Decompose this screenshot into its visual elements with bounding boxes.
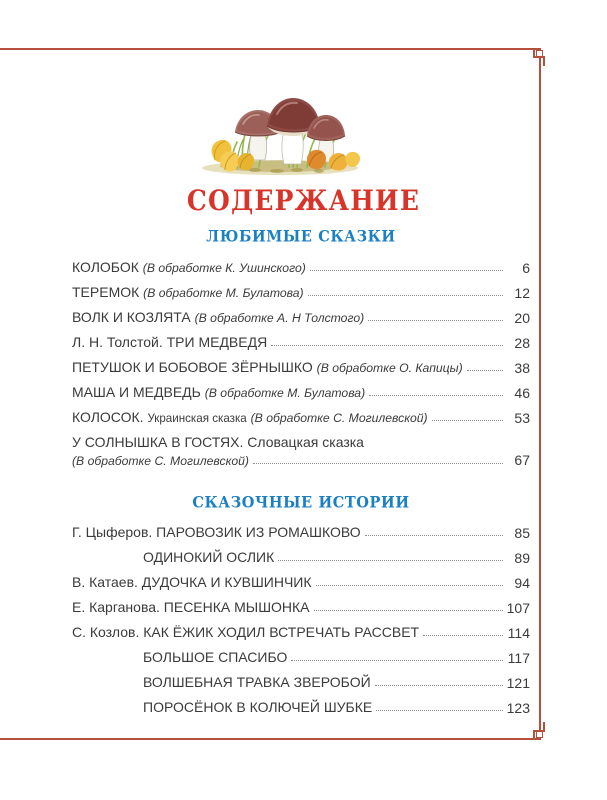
- dot-leader: [291, 659, 503, 661]
- frame-right-line: [539, 48, 541, 740]
- frame-corner-square-top-right: [536, 50, 543, 57]
- dot-leader: [278, 559, 503, 561]
- dot-leader: [423, 634, 503, 636]
- toc-entry[interactable]: [72, 384, 530, 401]
- dot-leader: [253, 462, 503, 464]
- toc-page-number: 20: [514, 309, 530, 326]
- table-of-contents: [72, 228, 530, 724]
- toc-entry-text: ПЕТУШОК И БОБОВОЕ ЗЁРНЫШКО (В обработке О. Капицы): [72, 359, 463, 376]
- toc-page-number: 28: [514, 334, 530, 351]
- toc-entry[interactable]: [72, 599, 530, 616]
- dot-leader: [365, 534, 503, 536]
- toc-entry[interactable]: [72, 284, 530, 301]
- frame-corner-top-right: [533, 48, 555, 70]
- mushroom-illustration: [185, 82, 375, 177]
- dot-leader: [316, 584, 503, 586]
- toc-entry[interactable]: [72, 259, 530, 276]
- toc-entry-text: В. Катаев. ДУДОЧКА И КУВШИНЧИК: [72, 574, 312, 591]
- toc-entry[interactable]: [72, 699, 530, 716]
- frame-corner-bottom-right: [533, 718, 555, 740]
- dot-leader: [467, 369, 503, 371]
- dot-leader: [314, 609, 503, 611]
- toc-entry[interactable]: [72, 649, 530, 666]
- toc-page-number: 121: [506, 674, 530, 691]
- toc-entry-text: КОЛОБОК (В обработке К. Ушинского): [72, 259, 306, 275]
- toc-page-number: 123: [506, 699, 530, 716]
- toc-page-number: 67: [514, 452, 530, 469]
- toc-entry[interactable]: [72, 624, 530, 641]
- section-heading-favourite-tales: ЛЮБИМЫЕ СКАЗКИ: [206, 227, 396, 246]
- toc-page-number: 46: [514, 384, 530, 401]
- toc-entry-text: ОДИНОКИЙ ОСЛИК: [143, 549, 275, 566]
- toc-entry-text: МАША И МЕДВЕДЬ (В обработке М. Булатова): [72, 384, 366, 401]
- frame-top-line: [0, 48, 541, 50]
- toc-entry-text: Л. Н. Толстой. ТРИ МЕДВЕДЯ: [72, 334, 268, 351]
- toc-entry[interactable]: [72, 309, 530, 326]
- toc-entry-text: Е. Карганова. ПЕСЕНКА МЫШОНКА: [72, 599, 310, 616]
- toc-page-number: 114: [507, 624, 530, 641]
- toc-page-number: 53: [514, 409, 530, 426]
- toc-page-number: 89: [514, 549, 530, 566]
- frame-bottom-line: [0, 738, 541, 740]
- toc-entry-text: ВОЛК И КОЗЛЯТА (В обработке А. Н Толстого): [72, 309, 365, 326]
- toc-entry-annotation: (В обработке С. Могилевской): [72, 453, 249, 468]
- frame-corner-square-bottom-right: [536, 731, 543, 738]
- dot-leader: [375, 684, 503, 686]
- toc-entry-text: ТЕРЕМОК (В обработке М. Булатова): [72, 284, 304, 301]
- toc-entry[interactable]: [72, 434, 530, 468]
- toc-entry[interactable]: [72, 574, 530, 591]
- toc-entry-text: КОЛОСОК. Украинская сказка (В обработке С. Могилевской): [72, 409, 428, 426]
- toc-entry[interactable]: [72, 524, 530, 541]
- dot-leader: [432, 419, 503, 421]
- toc-entry[interactable]: [72, 674, 530, 691]
- toc-entry-text: ВОЛШЕБНАЯ ТРАВКА ЗВЕРОБОЙ: [143, 674, 371, 691]
- toc-entry[interactable]: [72, 334, 530, 351]
- toc-page-number: 12: [514, 284, 530, 301]
- toc-page-number: 85: [514, 524, 530, 541]
- dot-leader: [368, 319, 503, 321]
- toc-entry-text: С. Козлов. КАК ЁЖИК ХОДИЛ ВСТРЕЧАТЬ РАССВЕТ: [72, 624, 420, 641]
- dot-leader: [376, 709, 503, 711]
- toc-entry-text: БОЛЬШОЕ СПАСИБО: [143, 649, 288, 666]
- toc-entry[interactable]: [72, 549, 530, 566]
- page-title: СОДЕРЖАНИЕ: [186, 184, 421, 217]
- toc-page-number: 117: [507, 649, 530, 666]
- toc-entry[interactable]: [72, 359, 530, 376]
- toc-page-number: 38: [514, 359, 530, 376]
- toc-page-number: 94: [514, 574, 530, 591]
- section-heading-fairy-stories: СКАЗОЧНЫЕ ИСТОРИИ: [192, 493, 410, 512]
- toc-page-number: 107: [506, 599, 530, 616]
- toc-page-number: 6: [522, 259, 530, 276]
- toc-entry[interactable]: [72, 409, 530, 426]
- dot-leader: [369, 394, 503, 396]
- toc-entry-text: ПОРОСЁНОК В КОЛЮЧЕЙ ШУБКЕ: [143, 699, 373, 716]
- toc-entry-text: У СОЛНЫШКА В ГОСТЯХ. Словацкая сказка: [72, 434, 364, 451]
- dot-leader: [271, 344, 503, 346]
- dot-leader: [308, 294, 503, 296]
- toc-entry-text: Г. Цыферов. ПАРОВОЗИК ИЗ РОМАШКОВО: [72, 524, 361, 541]
- dot-leader: [310, 269, 503, 271]
